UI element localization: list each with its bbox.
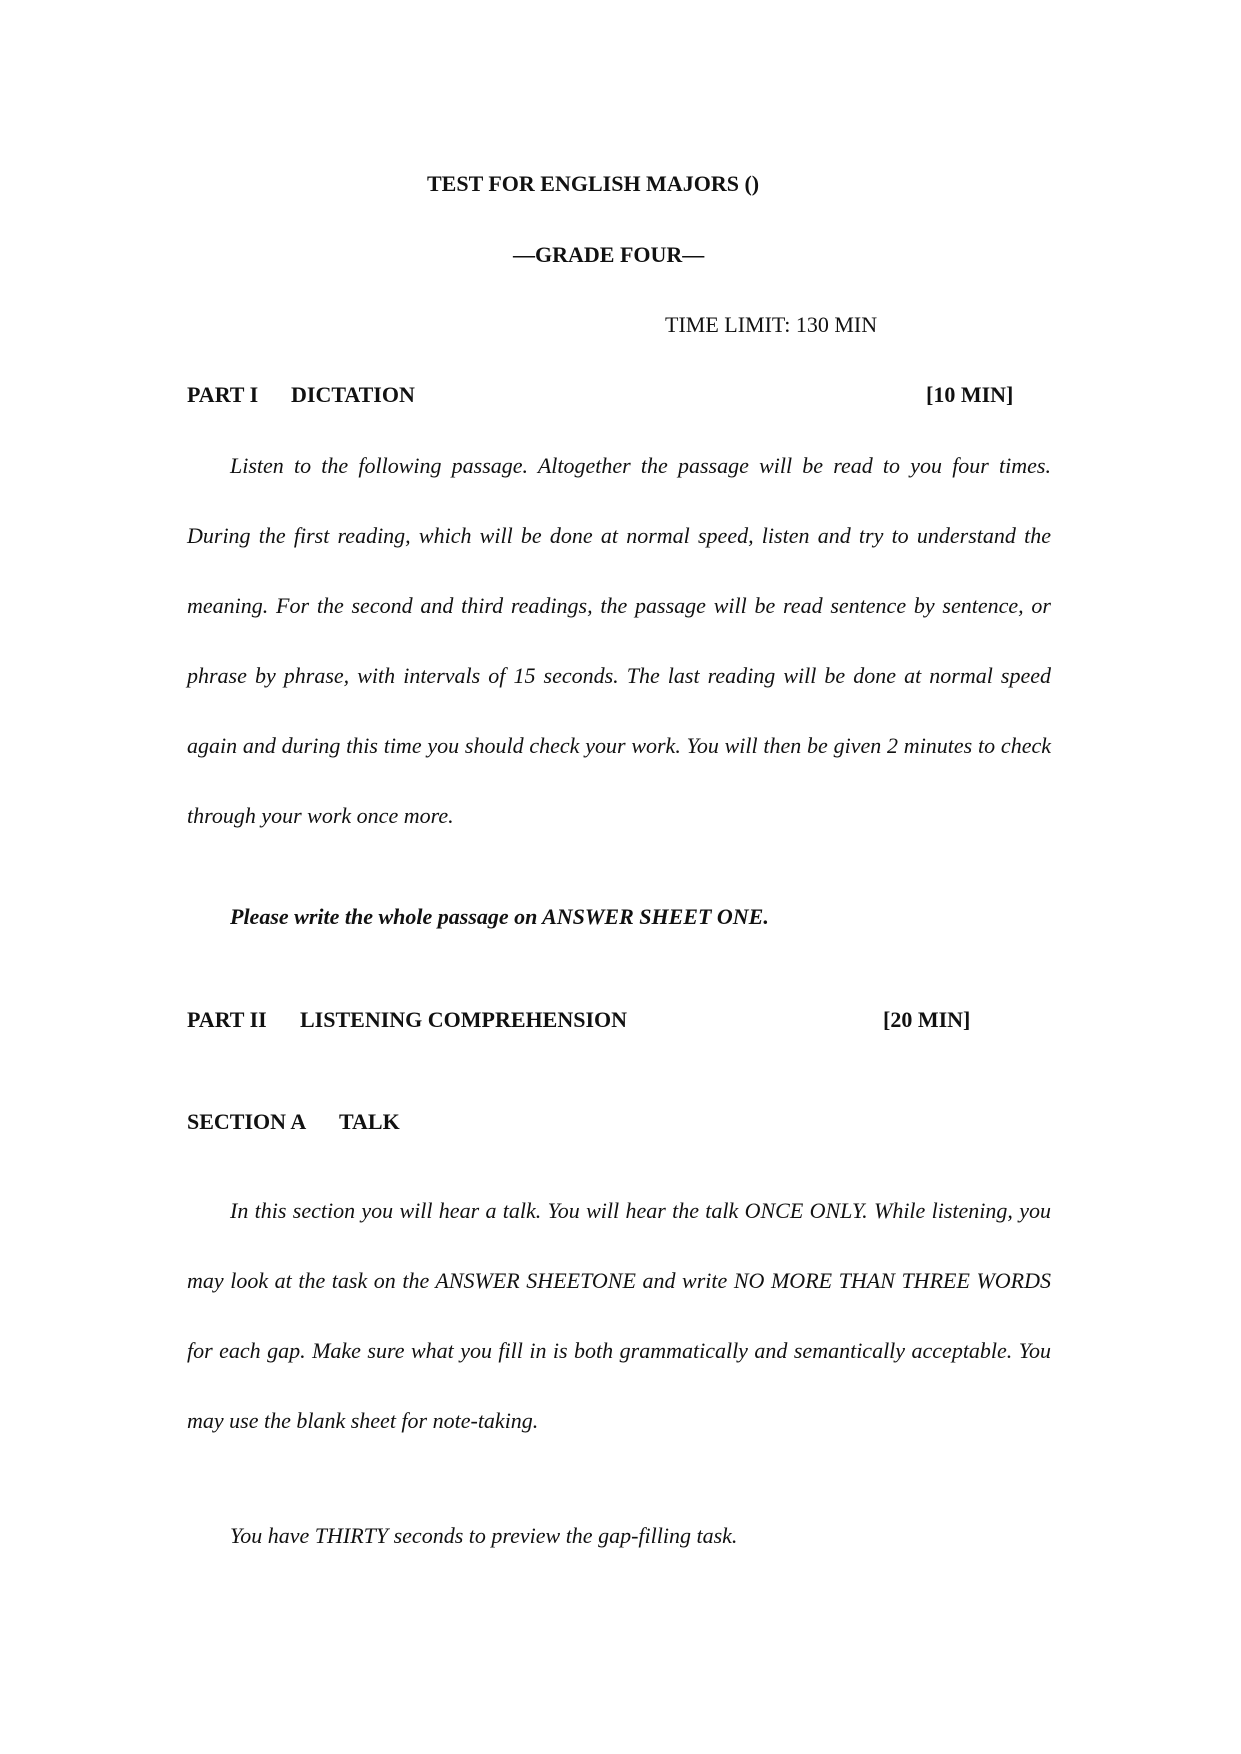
- part2-name: LISTENING COMPREHENSION: [300, 1007, 628, 1032]
- part2-label: PART II: [187, 1007, 267, 1032]
- section-a-name: TALK: [339, 1109, 400, 1134]
- part1-time: [10 MIN]: [926, 382, 1014, 407]
- part1-instructions: Listen to the following passage. Altogether the passage will be read to you four times. During the first reading, which will be done at normal speed, listen and try to understand the meaning. For the second and third readings, the passage will be read sentence by sentence, or phrase by phrase, with intervals of 15 seconds. The last reading will be done at normal speed again and during this time you should check your work. You will then be given 2 minutes to check through your work once more.: [187, 453, 1051, 828]
- section-a-instructions: In this section you will hear a talk. You will hear the talk ONCE ONLY. While listening, you may look at the task on the ANSWER SHEETONE and write NO MORE THAN THREE WORDS for each gap. Make sure what you fill in is both grammatically and semantically acceptable. You may use the blank sheet for note-taking.: [187, 1198, 1051, 1433]
- grade-heading: —GRADE FOUR—: [513, 242, 705, 267]
- time-limit: TIME LIMIT: 130 MIN: [665, 312, 878, 337]
- part2-time: [20 MIN]: [883, 1007, 971, 1032]
- part1-note: Please write the whole passage on ANSWER SHEET ONE.: [230, 904, 769, 929]
- preview-note: You have THIRTY seconds to preview the gap-filling task.: [230, 1523, 738, 1548]
- part1-label: PART I: [187, 382, 259, 407]
- exam-title: TEST FOR ENGLISH MAJORS (): [427, 171, 760, 196]
- part1-name: DICTATION: [291, 382, 415, 407]
- section-a-label: SECTION A: [187, 1109, 307, 1134]
